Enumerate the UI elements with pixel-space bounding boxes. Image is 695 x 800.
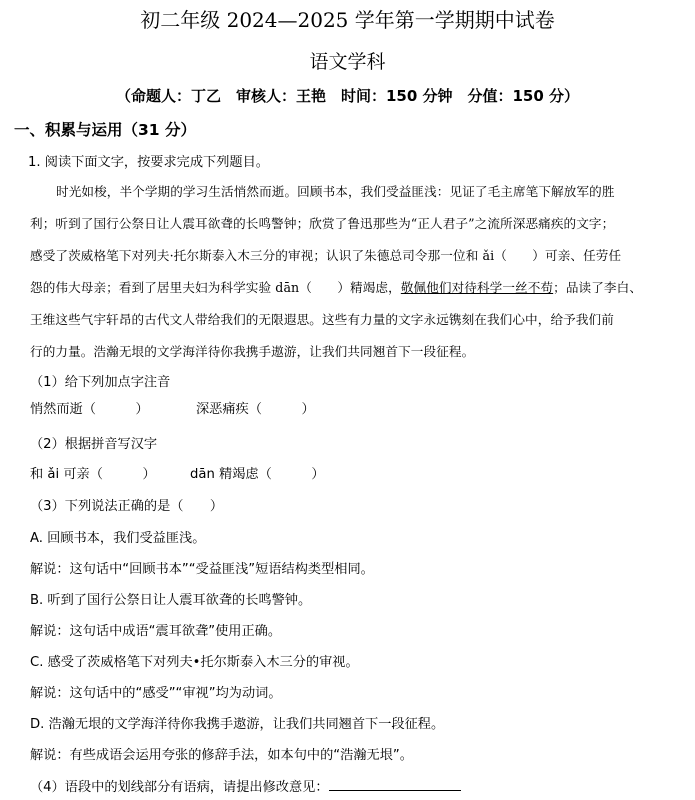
exam-meta: （命题人：丁乙 审核人：王艳 时间：150 分钟 分值：150 分） [115,87,580,105]
passage-line-2: 利；听到了国行公祭日让人震耳欲聋的长鸣警钟；欣赏了鲁迅那些为“正人君子”之流所深恶痛疾的文字； [30,216,615,231]
option-b: B. 听到了国行公祭日让人震耳欲聋的长鸣警钟。 [30,593,312,608]
phonetic-item-a: 悄然而逝（ ） [30,402,149,417]
subject-title: 语文学科 [309,51,386,73]
answer-blank[interactable] [329,778,461,791]
passage-line-6: 行的力量。浩瀚无垠的文学海洋待你我携手遨游，让我们共同翘首下一段征程。 [30,344,475,359]
passage-line-4 [30,277,642,296]
subquestion-3-label: （3）下列说法正确的是（ ） [30,499,224,514]
subquestion-2-label: （2）根据拼音写汉字 [30,437,158,452]
explanation-c: 解说：这句话中的“感受”“审视”均为动词。 [30,686,282,701]
explanation-b: 解说：这句话中成语“震耳欲聋”使用正确。 [30,624,282,639]
subquestion-1-label: （1）给下列加点字注音 [30,375,171,390]
passage-line-5: 王维这些气宇轩昂的古代文人带给我们的无限遐思。这些有力量的文字永远镌刻在我们心中，给予我们前 [30,312,614,327]
subquestion-4 [30,776,461,795]
explanation-a: 解说：这句话中“回顾书本”“受益匪浅”短语结构类型相同。 [30,562,374,577]
option-a: A. 回顾书本，我们受益匪浅。 [30,531,206,546]
section-heading: 一、积累与运用（31 分） [14,121,196,139]
phonetic-item-b: 深恶痛疾（ ） [196,402,315,417]
pinyin-item-a: 和 ǎi 可亲（ ） [30,467,156,482]
passage-line-1: 时光如梭，半个学期的学习生活悄然而逝。回顾书本，我们受益匪浅：见证了毛主席笔下解放军的胜 [56,184,615,199]
passage-line-4-end: ；品读了李白、 [553,280,643,295]
passage-line-4-start: 怨的伟大母亲；看到了居里夫妇为科学实验 dān（ ）精竭虑， [30,280,401,295]
explanation-d: 解说：有些成语会运用夸张的修辞手法，如本句中的“浩瀚无垠”。 [30,748,413,763]
option-c: C. 感受了茨威格笔下对列夫•托尔斯泰入木三分的审视。 [30,655,359,670]
passage-line-3: 感受了茨威格笔下对列夫·托尔斯泰入木三分的审视；认识了朱德总司令那一位和 ǎi（ ）可亲、任劳任 [30,248,622,263]
option-d: D. 浩瀚无垠的文学海洋待你我携手遨游，让我们共同翘首下一段征程。 [30,717,445,732]
subquestion-4-label: （4）语段中的划线部分有语病，请提出修改意见： [30,780,329,795]
exam-title: 初二年级 2024—2025 学年第一学期期中试卷 [140,8,555,32]
pinyin-item-b: dān 精竭虑（ ） [190,467,325,482]
question-1-prompt: 1. 阅读下面文字，按要求完成下列题目。 [28,155,269,170]
underlined-phrase: 敬佩他们对待科学一丝不苟 [400,280,554,295]
